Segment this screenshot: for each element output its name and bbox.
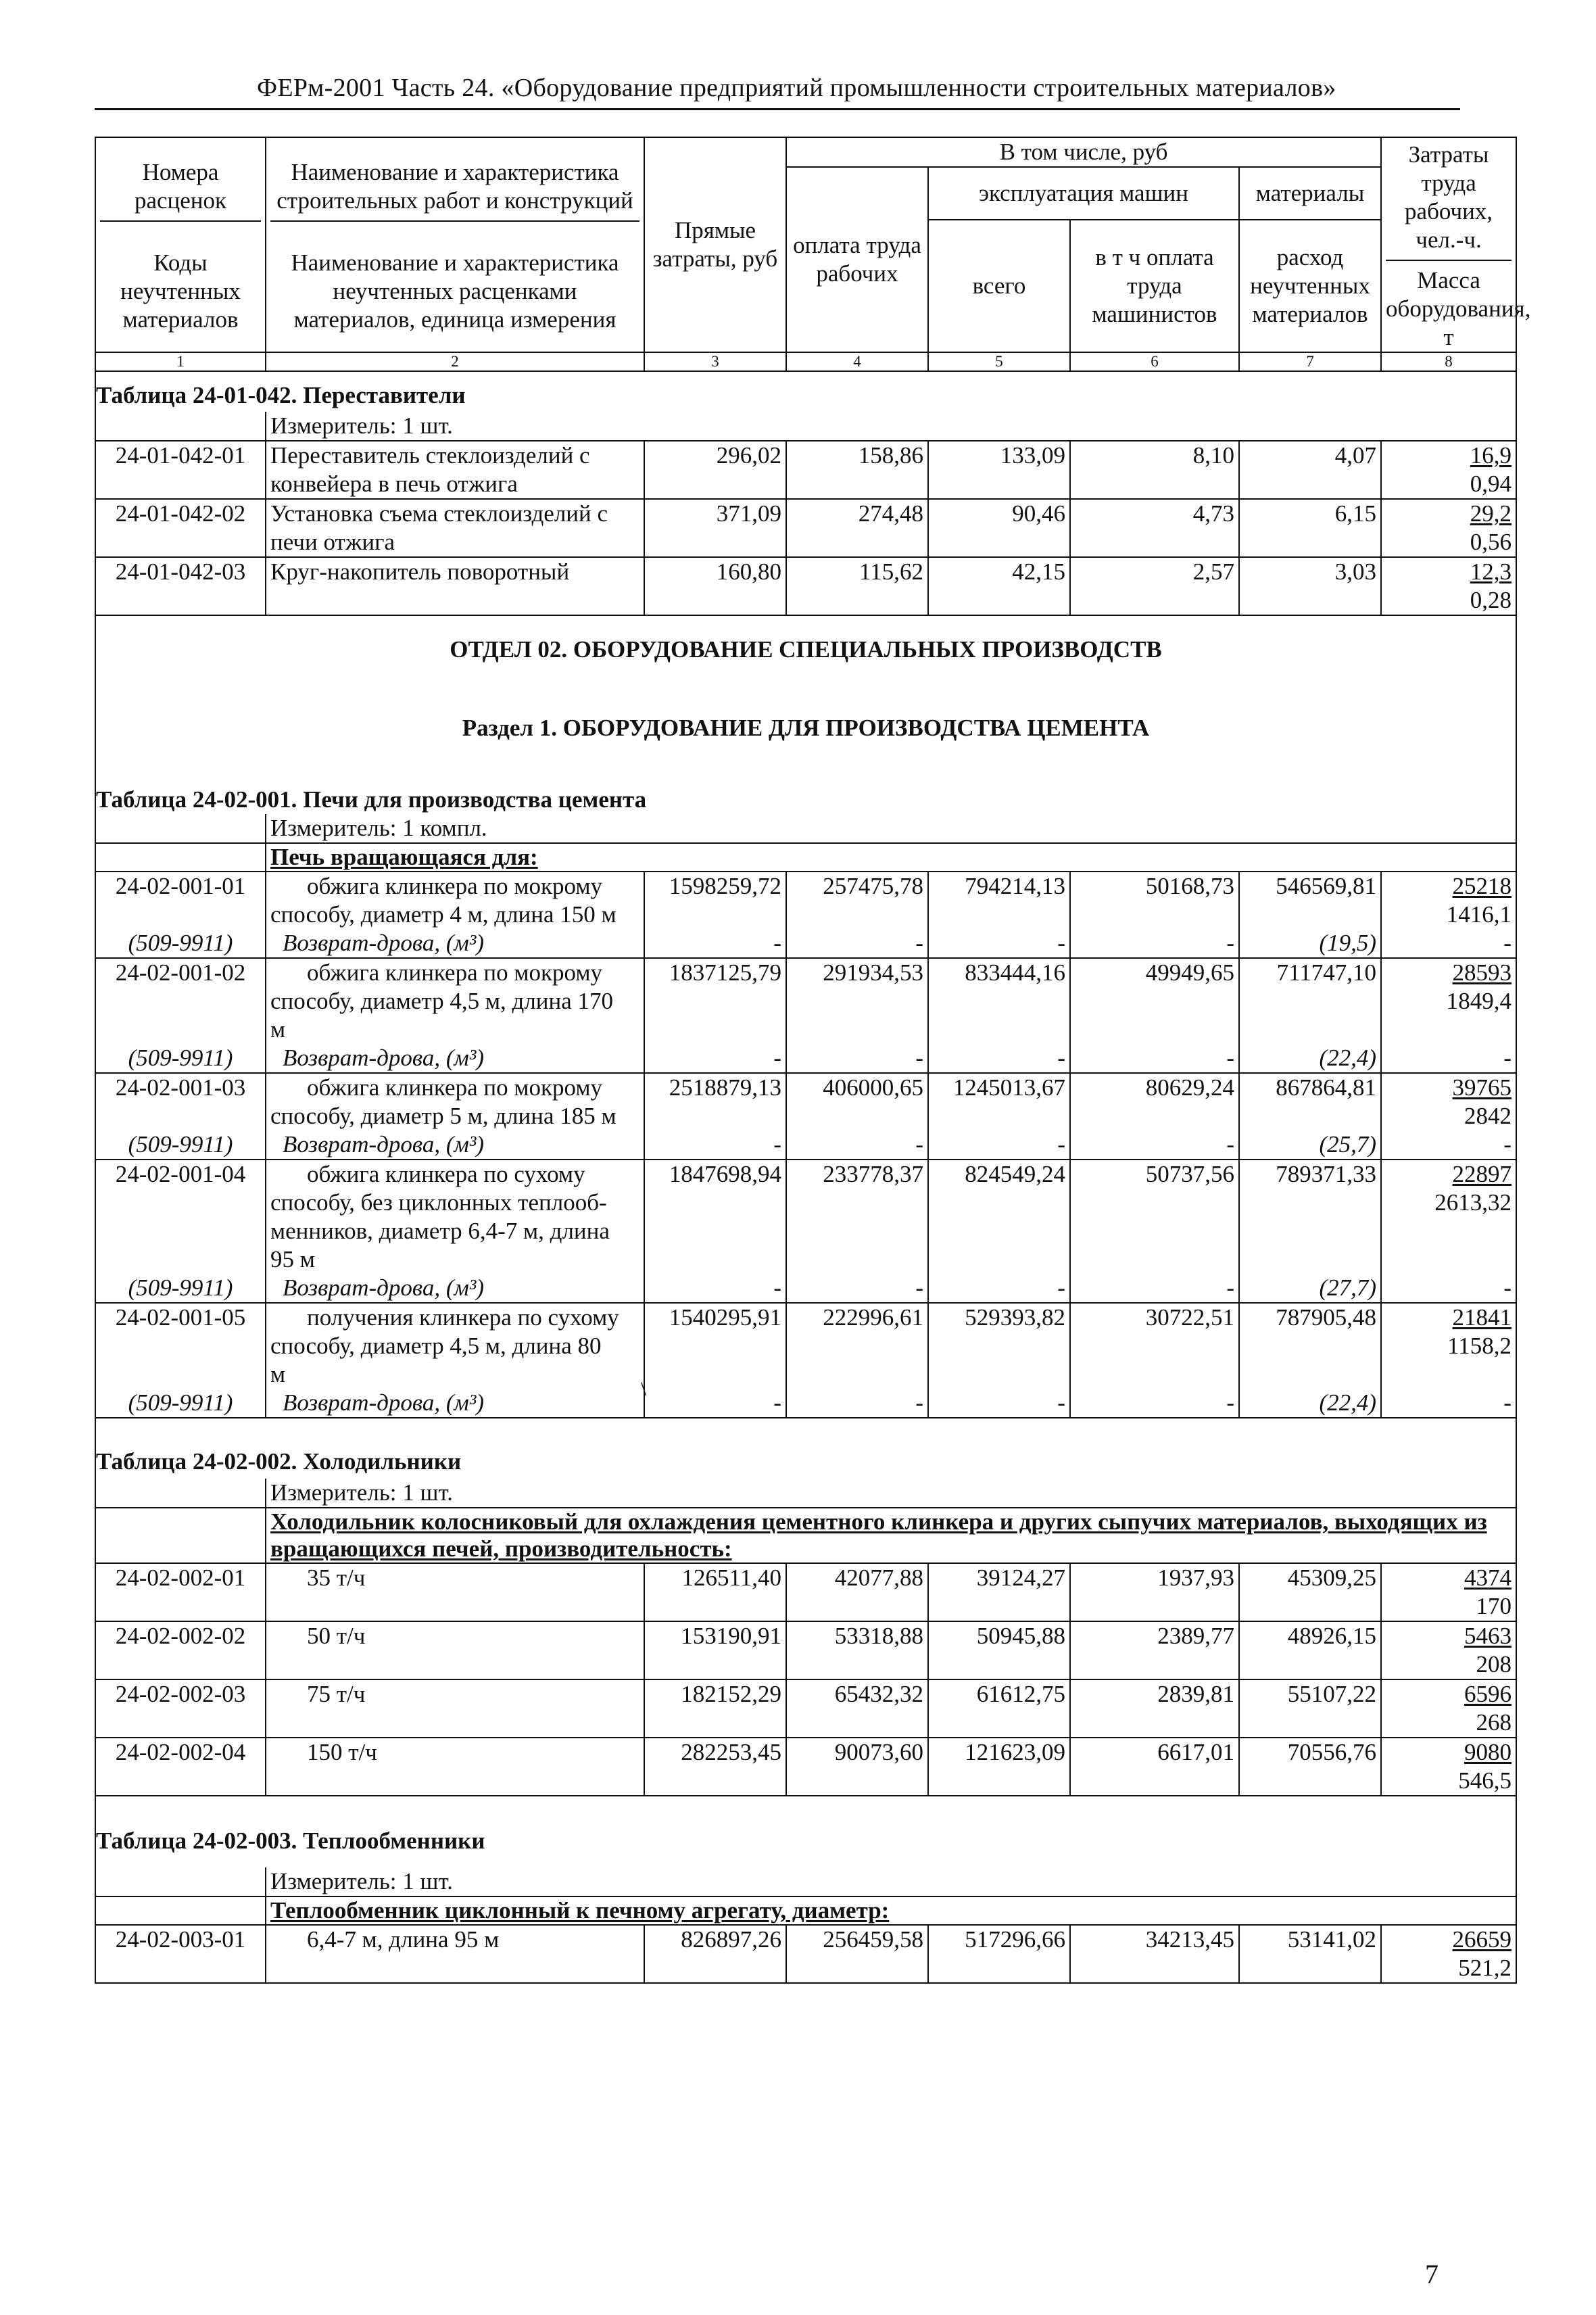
equipment-mass: 0,94 [1381,470,1516,499]
material-name: Возврат-дрова, (м³) [266,1274,644,1303]
dash: - [644,1044,786,1073]
spacer [95,615,1516,636]
dash: - [786,929,928,958]
rate-code: 24-02-001-02 [95,958,266,1044]
value-c5: 61612,75 [928,1679,1070,1738]
work-name [266,1767,644,1796]
work-name: менников, диаметр 6,4-7 м, длина [266,1217,644,1245]
material-code: (509-9911) [95,1274,266,1303]
col8-bottom: Масса оборудования, т [1386,267,1531,350]
spacer [95,1896,266,1925]
value-c5: 90,46 [928,499,1070,557]
rate-code: 24-02-001-01 [95,872,266,929]
work-name [266,1709,644,1738]
value-c6: 4,73 [1070,499,1239,557]
value-c7: 6,15 [1239,499,1381,557]
rate-code: 24-01-042-02 [95,499,266,557]
equipment-mass: 546,5 [1381,1767,1516,1796]
rate-code: 24-02-002-01 [95,1563,266,1621]
dash: - [928,1389,1070,1418]
material-code: (509-9911) [95,1389,266,1418]
value-c3: 160,80 [644,557,786,615]
value-c6: 50737,56 [1070,1160,1239,1274]
value-c7: 4,07 [1239,441,1381,499]
labor-cost [1381,1621,1516,1650]
value-c7: 70556,76 [1239,1738,1381,1796]
col-header-4: оплата труда рабочих [786,167,928,352]
dash: - [786,1274,928,1303]
value-c4: 158,86 [786,441,928,499]
value-c3: 182152,29 [644,1679,786,1738]
value-c6: 1937,93 [1070,1563,1239,1621]
dash: - [786,1389,928,1418]
value-c6: 8,10 [1070,441,1239,499]
labor-cost [1381,1563,1516,1592]
spacer [95,1867,266,1896]
material-name: Возврат-дрова, (м³) [266,1389,644,1418]
work-name: Переставитель стеклоизделий с [266,441,644,470]
col-number: 5 [928,352,1070,371]
running-header: ФЕРм-2001 Часть 24. «Оборудование предприятий промышленности строительных материалов» [257,74,1336,102]
labor-value: 6596 [1464,1681,1512,1707]
col1-bottom: Коды неучтенных материалов [120,249,241,333]
value-c4: 257475,78 [786,872,928,929]
dash: - [644,1130,786,1160]
value-c3: 1847698,94 [644,1160,786,1274]
material-code: (509-9911) [95,1130,266,1160]
labor-value: 16,9 [1470,442,1512,469]
value-c3: 1837125,79 [644,958,786,1044]
value-c4: 233778,37 [786,1160,928,1274]
value-c7: 45309,25 [1239,1563,1381,1621]
equipment-mass: 208 [1381,1650,1516,1679]
labor-cost [1381,1303,1516,1332]
col2-bottom: Наименование и характеристика неучтенных расценками материалов, единица измерения [291,249,619,333]
rates-table [95,137,1531,1986]
table-title: Таблица 24-02-002. Холодильники [95,1438,1516,1479]
value-c3: 1598259,72 [644,872,786,929]
work-name: печи отжига [266,528,644,557]
labor-cost [1381,441,1516,470]
work-name: обжига клинкера по мокрому [266,872,644,901]
value-c3: 826897,26 [644,1925,786,1983]
material-name: Возврат-дрова, (м³) [266,1044,644,1073]
labor-value: 39765 [1452,1074,1512,1101]
work-name: 75 т/ч [266,1679,644,1709]
rate-code: 24-02-001-04 [95,1160,266,1274]
col-header-6: в т ч оплата труда машинистов [1070,220,1239,352]
work-name: м [266,1016,644,1044]
subheading: Теплообменник циклонный к печному агрегату, диаметр: [266,1896,1516,1925]
section-heading: ОТДЕЛ 02. ОБОРУДОВАНИЕ СПЕЦИАЛЬНЫХ ПРОИЗВОДСТВ [95,636,1516,703]
material-name: Возврат-дрова, (м³) [266,1130,644,1160]
value-c7: 787905,48 [1239,1303,1381,1389]
subsection-heading: Раздел 1. ОБОРУДОВАНИЕ ДЛЯ ПРОИЗВОДСТВА ЦЕМЕНТА [95,703,1516,771]
material-code: (509-9911) [95,1044,266,1073]
value-c7: 789371,33 [1239,1160,1381,1274]
dash: - [1381,929,1516,958]
rate-code: 24-01-042-01 [95,441,266,499]
value-c5: 833444,16 [928,958,1070,1044]
value-c3: 153190,91 [644,1621,786,1679]
equipment-mass: 1849,4 [1381,987,1516,1016]
value-c4: 256459,58 [786,1925,928,1983]
value-c5: 42,15 [928,557,1070,615]
work-name: получения клинкера по сухому [266,1303,644,1332]
rate-code: 24-02-001-05 [95,1303,266,1389]
stray-mark: \ [641,1378,647,1400]
equipment-mass: 170 [1381,1592,1516,1621]
col-number: 6 [1070,352,1239,371]
work-name: обжига клинкера по мокрому [266,958,644,987]
measure-unit: Измеритель: 1 шт. [266,412,1516,441]
value-c7: 546569,81 [1239,872,1381,929]
work-name: Круг-накопитель поворотный [266,557,644,586]
work-name: 50 т/ч [266,1621,644,1650]
value-c4: 274,48 [786,499,928,557]
work-name: способу, без циклонных теплооб- [266,1189,644,1217]
spacer [95,843,266,872]
dash: - [1381,1274,1516,1303]
rate-code: 24-01-042-03 [95,557,266,615]
labor-cost [1381,1073,1516,1102]
material-quantity: (27,7) [1239,1274,1381,1303]
labor-cost [1381,1679,1516,1709]
subheading: Холодильник колосниковый для охлаждения цементного клинкера и других сыпучих материалов, выходящих из вращающихся печей, производительность: [266,1508,1516,1563]
material-code: (509-9911) [95,929,266,958]
labor-cost [1381,1160,1516,1189]
measure-unit: Измеритель: 1 компл. [266,814,1516,843]
value-c4: 406000,65 [786,1073,928,1130]
material-quantity: (22,4) [1239,1389,1381,1418]
col-header-3: Прямые затраты, руб [644,137,786,352]
value-c5: 517296,66 [928,1925,1070,1983]
work-name: 6,4-7 м, длина 95 м [266,1925,644,1954]
dash: - [1381,1044,1516,1073]
work-name: Установка съема стеклоизделий с [266,499,644,528]
dash: - [786,1044,928,1073]
table-title: Таблица 24-01-042. Переставители [95,371,1516,412]
value-c5: 133,09 [928,441,1070,499]
spacer [95,1418,1516,1438]
value-c6: 30722,51 [1070,1303,1239,1389]
work-name: способу, диаметр 4,5 м, длина 80 [266,1332,644,1360]
measure-unit: Измеритель: 1 шт. [266,1479,1516,1508]
labor-value: 25218 [1452,873,1512,899]
labor-value: 9080 [1464,1739,1512,1765]
dash: - [1070,1130,1239,1160]
value-c3: 296,02 [644,441,786,499]
work-name: способу, диаметр 4 м, длина 150 м [266,901,644,929]
col-header-1 [95,137,266,352]
spacer [95,1983,1516,1986]
dash: - [1381,1389,1516,1418]
rate-code: 24-02-002-04 [95,1738,266,1796]
material-quantity: (19,5) [1239,929,1381,958]
dash: - [644,1389,786,1418]
value-c6: 2389,77 [1070,1621,1239,1679]
value-c5: 824549,24 [928,1160,1070,1274]
col-header-mat: материалы [1239,167,1381,220]
dash: - [644,1274,786,1303]
spacer [95,1479,266,1508]
work-name: способу, диаметр 5 м, длина 185 м [266,1102,644,1130]
labor-value: 4374 [1464,1565,1512,1591]
value-c3: 282253,45 [644,1738,786,1796]
value-c5: 39124,27 [928,1563,1070,1621]
col-number: 4 [786,352,928,371]
table-title: Таблица 24-02-003. Теплообменники [95,1827,1516,1867]
col1-top: Номера расценок [100,156,261,222]
col-header-2 [266,137,644,352]
value-c4: 222996,61 [786,1303,928,1389]
measure-unit: Измеритель: 1 шт. [266,1867,1516,1896]
labor-value: 28593 [1452,959,1512,986]
col-number: 8 [1381,352,1516,371]
work-name: 35 т/ч [266,1563,644,1592]
labor-value: 21841 [1452,1304,1512,1331]
rate-code: 24-02-003-01 [95,1925,266,1983]
spacer [1381,1217,1516,1245]
material-quantity: (25,7) [1239,1130,1381,1160]
material-name: Возврат-дрова, (м³) [266,929,644,958]
spacer [95,1796,1516,1827]
dash: - [1381,1130,1516,1160]
labor-cost [1381,557,1516,586]
labor-value: 22897 [1452,1161,1512,1187]
value-c7: 53141,02 [1239,1925,1381,1983]
dash: - [644,929,786,958]
col8-top: Затраты труда рабочих, чел.-ч. [1386,138,1512,261]
work-name [266,1954,644,1983]
dash: - [928,1274,1070,1303]
value-c6: 34213,45 [1070,1925,1239,1983]
value-c5: 121623,09 [928,1738,1070,1796]
col-header-group: В том числе, руб [786,137,1381,167]
value-c7: 55107,22 [1239,1679,1381,1738]
rate-code: 24-02-002-03 [95,1679,266,1738]
dash: - [928,929,1070,958]
col-number: 3 [644,352,786,371]
value-c3: 2518879,13 [644,1073,786,1130]
labor-cost [1381,1738,1516,1767]
value-c6: 80629,24 [1070,1073,1239,1130]
value-c4: 291934,53 [786,958,928,1044]
labor-value: 12,3 [1470,558,1512,585]
table-title: Таблица 24-02-001. Печи для производства цемента [95,771,1516,814]
dash: - [928,1044,1070,1073]
col-header-8 [1381,137,1531,352]
col-number: 2 [266,352,644,371]
labor-cost [1381,872,1516,901]
value-c4: 42077,88 [786,1563,928,1621]
work-name: 95 м [266,1245,644,1274]
spacer [95,814,266,843]
value-c4: 90073,60 [786,1738,928,1796]
value-c5: 529393,82 [928,1303,1070,1389]
labor-cost [1381,1925,1516,1954]
work-name: обжига клинкера по мокрому [266,1073,644,1102]
rate-code: 24-02-002-02 [95,1621,266,1679]
value-c6: 6617,01 [1070,1738,1239,1796]
value-c3: 126511,40 [644,1563,786,1621]
value-c3: 1540295,91 [644,1303,786,1389]
equipment-mass: 0,56 [1381,528,1516,557]
spacer [1381,1016,1516,1044]
spacer [95,412,266,441]
col-number: 7 [1239,352,1381,371]
col-header-5: всего [928,220,1070,352]
value-c7: 867864,81 [1239,1073,1381,1130]
col-header-7: расход неучтенных материалов [1239,220,1381,352]
labor-value: 5463 [1464,1623,1512,1649]
equipment-mass: 0,28 [1381,586,1516,615]
value-c7: 48926,15 [1239,1621,1381,1679]
equipment-mass: 1416,1 [1381,901,1516,929]
equipment-mass: 521,2 [1381,1954,1516,1983]
dash: - [1070,1044,1239,1073]
work-name: обжига клинкера по сухому [266,1160,644,1189]
material-quantity: (22,4) [1239,1044,1381,1073]
col-number: 1 [95,352,266,371]
rate-code: 24-02-001-03 [95,1073,266,1130]
value-c6: 2,57 [1070,557,1239,615]
labor-cost [1381,499,1516,528]
spacer [1381,1245,1516,1274]
work-name: 150 т/ч [266,1738,644,1767]
header-rule [95,108,1460,110]
value-c4: 115,62 [786,557,928,615]
col-header-expl: эксплуатация машин [928,167,1239,220]
work-name: м [266,1360,644,1389]
work-name: конвейера в печь отжига [266,470,644,499]
spacer [1381,1360,1516,1389]
work-name [266,586,644,615]
value-c6: 2839,81 [1070,1679,1239,1738]
value-c7: 711747,10 [1239,958,1381,1044]
work-name: способу, диаметр 4,5 м, длина 170 [266,987,644,1016]
labor-cost [1381,958,1516,987]
labor-value: 29,2 [1470,500,1512,527]
equipment-mass: 268 [1381,1709,1516,1738]
value-c5: 50945,88 [928,1621,1070,1679]
value-c5: 1245013,67 [928,1073,1070,1130]
work-name [266,1592,644,1621]
dash: - [786,1130,928,1160]
page-number: 7 [1425,2259,1438,2289]
value-c4: 53318,88 [786,1621,928,1679]
value-c6: 50168,73 [1070,872,1239,929]
subheading: Печь вращающаяся для: [266,843,1516,872]
labor-value: 26659 [1452,1926,1512,1953]
spacer [95,1508,266,1563]
value-c7: 3,03 [1239,557,1381,615]
value-c4: 65432,32 [786,1679,928,1738]
dash: - [928,1130,1070,1160]
value-c3: 371,09 [644,499,786,557]
dash: - [1070,1389,1239,1418]
dash: - [1070,1274,1239,1303]
dash: - [1070,929,1239,958]
equipment-mass: 2613,32 [1381,1189,1516,1217]
work-name [266,1650,644,1679]
equipment-mass: 2842 [1381,1102,1516,1130]
col2-top: Наименование и характеристика строительных работ и конструкций [270,156,639,222]
equipment-mass: 1158,2 [1381,1332,1516,1360]
value-c5: 794214,13 [928,872,1070,929]
value-c6: 49949,65 [1070,958,1239,1044]
